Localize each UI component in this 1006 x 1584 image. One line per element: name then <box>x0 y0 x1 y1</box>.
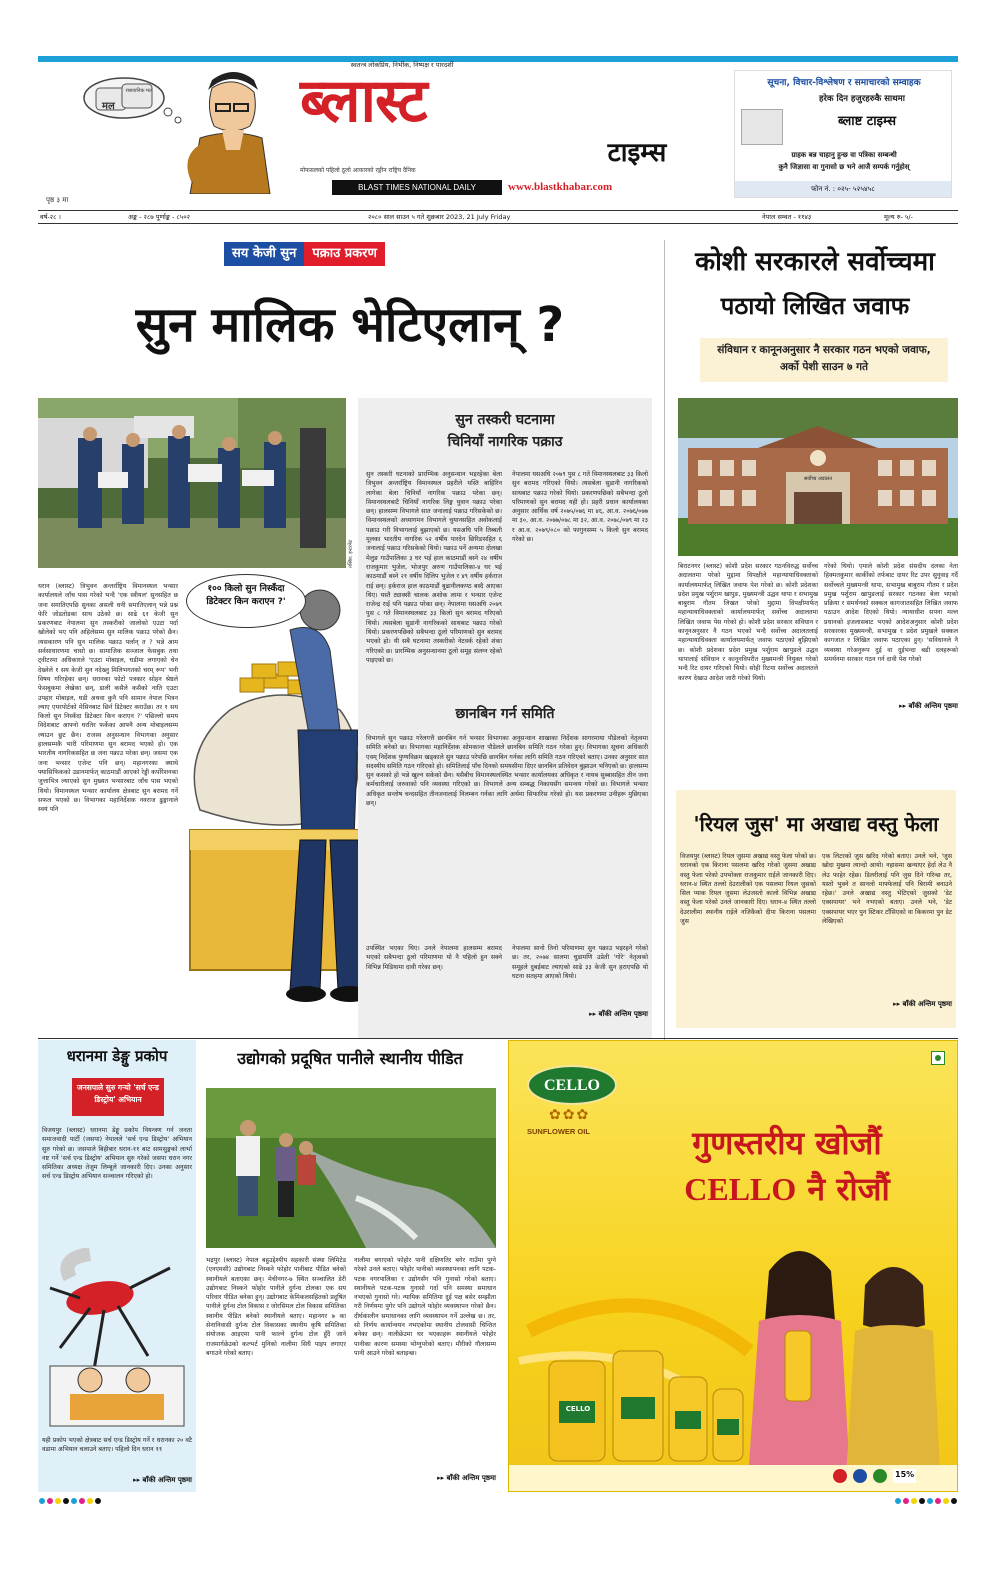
gold-man-illustration <box>180 570 380 1036</box>
gold-carrier-drawing <box>180 570 380 1036</box>
ad-phone: फोन नं. : ०२५- ५२५४५८ <box>811 185 875 193</box>
dengue-more-label: बाँकी अन्तिम पृष्ठमा <box>142 1476 192 1484</box>
subhead-1: सुन तस्करी घटनामा <box>455 412 555 428</box>
cartoon-illustration <box>72 68 272 194</box>
ad-tagline-1: गुणस्तरीय खोजौं <box>692 1124 882 1162</box>
website-link[interactable]: www.blastkhabar.com <box>508 181 613 193</box>
date: २०८० साल साउन ५ गते शुक्रबार 2023, 21 July Friday <box>368 213 511 221</box>
price: मूल्य रु- ५/- <box>884 213 913 221</box>
english-name: BLAST TIMES NATIONAL DAILY <box>358 183 476 192</box>
koshi-more[interactable] <box>824 702 958 711</box>
masthead-title-sub: टाइम्स <box>607 138 667 168</box>
ad-line-2: ग्राहक बन्न चाहानु हुन्छ वा पत्रिका सम्बन्धी <box>791 151 897 159</box>
lead-photo <box>38 398 346 568</box>
juice-more-label: बाँकी अन्तिम पृष्ठमा <box>902 1000 952 1008</box>
dengue-body: विजयपुर (ब्लास्ट) धरानमा डेङ्गु प्रकोप नियन्त्रण गर्न जनता समाजवादी पार्टी (जसपा) नेपालले 'सर्च एन्ड डिस्ट्रोय' अभियान सुरु गरेको छ। जसपाले बिहीबार धरान-११ बाट सामसुङ्गको लार्भा नष्ट गर्ने 'सर्च एन्ड डिस्ट्रोय' अभियान सुरु गरेको जसपा धरान नगर समितिका अध्यक्ष तेजुम लिम्बूले जानकारी दिए। उनका अनुसार सर्च एन्ड डिस्ट्रोय अभियान सञ्चालन गरिएको हो। <box>42 1127 192 1181</box>
ad-tagline-rest: नै रोजौं <box>807 1170 890 1208</box>
dengue-more[interactable] <box>42 1476 192 1485</box>
ad-line-1: हरेक दिन हजुरहरुकै साथमा <box>819 94 905 104</box>
cartoon-label-2: रासायनिक मल <box>125 88 153 94</box>
cartoon-panel <box>72 68 272 194</box>
masthead-subtitle: मोफसलको पहिलो ठूलो आकारको रङ्गीन राष्ट्रिय दैनिक <box>300 167 416 174</box>
newspaper-image <box>741 109 783 145</box>
lead-headline: सुन मालिक भेटिएलान् ? <box>135 297 565 353</box>
kicker-part-2: पक्राउ प्रकरण <box>304 242 384 266</box>
koshi-deck: संविधान र कानूनअनुसार नै सरकार गठन भएको जवाफ, अर्को पेशी साउन ७ गते <box>717 344 931 373</box>
kicker-part-1: सय केजी सुन <box>224 242 304 266</box>
issue: अङ्क - २८७ पूर्णाङ्क - ८५०२ <box>128 213 190 221</box>
cert-icon-3 <box>873 1469 887 1483</box>
lead-col-bottom-1: उपस्थित भएका थिए। उनले नेपालमा हालसम्म बरामद भएको सबैभन्दा ठूलो परिमाणमा यो नै पहिलो हुन सक्ने विभिन्न मिडियामा दावी गरेका छन्। <box>366 945 502 971</box>
page-ref: पृष्ठ ३ मा <box>46 196 69 204</box>
court-sign: सर्वोच्च अदालत <box>803 476 833 482</box>
koshi-col-1: बिराटनगर (ब्लास्ट) कोशी प्रदेश सरकार गठनविरुद्ध सर्वोच्च अदालतमा परेको मुद्दामा विपक्षीले महान्यायाधिवक्ताको कार्यालयमार्फत् लिखित जवाफ पेश गरेको छ। कोशी प्रदेशका प्रदेश प्रमुख पर्शुराम खापुङ, मुख्यमन्त्री उद्धव थापा र सभामुख बाबुराम गौतम लिखत परेको मुद्दामा विपक्षीमार्फत् महान्यायाधिवक्ताको कार्यालयमार्फत् सर्वोच्च अदालतमा लिखित जवाफ पेस गरेको हो। कोशी प्रदेश सरकार संविधान र कानूनअनुसार नै गठन भएको भन्दै सर्वोच्च अदालतलाई महान्यायाधिवक्ता कार्यालयमार्फत् जवाफ पठाएको बुझिएको छ। कोशी प्रदेशका प्रदेश प्रमुख पर्शुराम खापुङले उद्धव थापालाई संविधान र कानूनविपरीत मुख्यमन्त्री नियुक्त गरेको भन्दै रिट दायर गरिएको थियो। सोही रिटमा सर्वोच्च अदालतले कारण देखाउ आदेश जारी गरेको थियो। <box>678 563 818 682</box>
lead-kicker <box>224 242 385 266</box>
cartoon-label: मल <box>102 101 115 112</box>
lead-col-mid: सुन तस्करी घटनाको प्रारम्भिक अनुसन्धान भइरहेका बेला त्रिभुवन अन्तर्राष्ट्रिय विमानस्थल प्रहरीले यस्ति बाहिरिन लागेका बेला चिनियाँ नागरिक पक्राउ परेका छन्। विमानस्थलबाटै चिनियाँ नागरिक लिङ्ग युवान पक्राउ परेका छन्। हालसम्म विभागले सात जनालाई पक्राउ गरिसकेको छ। विमानस्थलको अध्यागमन विभागले चुयानसहित अवोकलाई पक्राउ गरी विभागलाई बुझाएको छ। यसअघि पनि तिब्बती मूलका भारतीय नागरिक ५२ वर्षीय पारदेन छिरिङसहित ६ जनालाई पक्राउ गरिसकेको थियो। पक्राउ पर्ने अन्यमा दोलखा मेलुङ गाउँपालिका ३ घर भई हाल काठमाडौं बस्ने २४ वर्षीय राजकुमार भुजेल, भोजपुर अरुण गाउँपालिका-४ घर भई काठमाडौं बस्ने २१ वर्षीय दिलिप भुजेल र ४९ वर्षीय हर्कराज राई छन्। हर्कराज हाल काठमाडौं बुढानीलकण्ठ बस्दै आएका थिए। यस्तै ट्याक्सी चालक अशोक लामा र भन्सार एजेन्ट राजेन्द्र राई पनि पक्राउ परेका छन्। नेपालमा यसअघि २०७९ पुस ८ गते विमानस्थलबाट ३३ किलो सुन बरामद गरिएको थियो। त्यसबेला सुडानी नागरिकको साथबाट पक्राउ गरेको थियो। प्रकरणपछिको सबैभन्दा ठूलो परिमाणको सुन बरामद भएको हो। यी सबै घटनामा तस्करीको नेटवर्क रहेको शंका गरिएको छ। प्रारम्भिक अनुसन्धानमा ठूलो समूह संलग्न रहेको पाइएको छ। <box>366 471 502 664</box>
cello-ad[interactable] <box>508 1040 958 1492</box>
cert-badge: 15% <box>893 1469 916 1483</box>
dengue-banner-text: जनसपाले सुरु गर्‍यो 'सर्च एन्ड डिस्ट्रोय' अभियान <box>77 1083 159 1104</box>
subhead-2: चिनियाँ नागरिक पक्राउ <box>447 434 563 450</box>
cello-logo-box <box>527 1065 617 1105</box>
lead-col-committee: विभागले सुन पक्राउ गरेलगत्तै छानबिन गर्न भन्सार विभागका अनुसन्धान शाखाका निर्देशक सागरमाया पौडेलको नेतृत्वमा समिति बनेको छ। विभागका महानिर्देशक सोमकान्त पौडेलले छानबिन समिति गठन गरेका हुन्। विभागका सूचना अधिकारी एवम् निर्देशक पुण्यविक्रम खड्काले सुन पक्राउ परेपछि छानबिन गर्नका लागि समिति गठन गरिएको बताए। उनका अनुसार सात सदस्यीय समिति गठन गरिएको हो। समितिलाई पाँच दिनको समयसीमा दिएर छानबिन प्रतिवेदन बुझाउन भनिएको छ। हालसम्म सुन कसको हो भन्ने खुल्न सकेको छैन। यसैबीच विमानस्थलस्थित भन्सार कार्यालयका अधिकृत र नायब सुब्बासहित तीन जना कर्मचारीलाई जरुवाको पनि व्यवस्था गरिएको छ। विभागले अन्य सम्बद्ध निकायसँग समन्वय गरेको छ। विभागले भन्सार अधिकृत सन्तोष चन्दसहित तीनजनालाई निलम्बन गर्नका लागि अर्थमा सिफारिस गरेको हो। यस प्रकरणमा उनीहरू मुछिएका छन्। <box>366 735 648 808</box>
pollution-headline: उद्योगको प्रदूषित पानीले स्थानीय पीडित <box>237 1049 463 1068</box>
supreme-court-photo <box>678 398 958 556</box>
pollution-photo <box>206 1088 496 1248</box>
lead-col-bottom-2: नेपालमा सानो तिनो परिमाणमा सुन पक्राउ भइरहने गरेको छ। तर, २०७४ सालमा चुडामणि उप्रेती 'गोरे' नेतृत्वको समूहले दुबईबाट ल्याएको साढे ३३ केजी सुन हराएपछि यो घटना सतहमा आएको थियो। <box>512 945 648 980</box>
mosquito-illustration <box>40 1248 194 1432</box>
juice-col-1: विजयपुर (ब्लास्ट) रियल जुसमा अखाद्य वस्तु फेला परेको छ। धरानको एक किराना पसलमा खरिद गरेको जुसमा अखाद्य वस्तु फेला परेको उपभोक्ता राजकुमार राईले जानकारी दिए। धरान-४ स्थित तल्लो देउरालीको एक पसलमा रियल जुसको सिल प्याक रियल जुसमा लेउजस्तो कालो विभिन्न अखाद्य वस्तु फेला परेको उनले जानकारी दिए। धरान-४ स्थित तल्लो देउरालीमा स्थानीय राईले नजिकैको दीपा किराना पसलमा जुस <box>680 853 816 926</box>
juice-headline: 'रियल जुस' मा अखाद्य वस्तु फेला <box>693 812 939 836</box>
more-arrow-icon: ▸▸ <box>589 1010 599 1018</box>
bottle-label: CELLO <box>565 1405 591 1413</box>
cello-logo: CELLO <box>543 1077 600 1094</box>
cert-icons <box>833 1469 916 1483</box>
dengue-headline: धरानमा डेङ्गु प्रकोप <box>66 1047 168 1065</box>
juice-more[interactable] <box>822 1000 952 1009</box>
masthead-tagline: स्वतन्त्र लोकप्रिय, निर्भीक, निष्पक्ष र पारदर्शी <box>350 61 454 69</box>
koshi-deck-box <box>700 338 948 382</box>
bottom-strip <box>38 1496 958 1506</box>
dateline-bar <box>38 210 958 224</box>
juice-col-2: एक लिटरको जुस खरिद गरेको बताए। उनले भने, 'जुस खोदा मुखमा त्यान्दो आयो। नहासमा खन्याएर हेर्दा लेउ नै लेउ फाहेर रहेछ। डिलरीलाई पनि जुस दिने गरिन्छ तर, यस्तो भुक्ने त सानलो माफ्फेलाई पनि बिरामी बनाउने रहेछ।' उनले अखाद्य वस्तु भेटिएको जुसको 'डेट एक्सपायर' भने नभएको बताए। उनले भने, 'डेट एक्सपायर भएर पुन स्टिकर टाँसिएको वा किकरमा पुन डेट लेखिएको <box>822 853 952 926</box>
divider-v-1 <box>664 240 665 1040</box>
mosquito-drawing <box>40 1248 194 1432</box>
subscription-ad <box>734 70 952 198</box>
more-arrow-icon: ▸▸ <box>437 1474 447 1482</box>
divider-h-1 <box>38 1038 958 1039</box>
koshi-col-2: गरेको थियो। एमाले कोशी प्रदेश संसदीय दलका नेता हिक्मतकुमार कार्कीको तर्फबाट दायर रिट उपर सुनुवाइ गर्दै सर्वोच्चले मुख्यमन्त्री थापा, सभामुख बाबुराम गौतम र प्रदेश प्रमुख पर्शुराम खापुङलाई सरकार गठनका बेला भएको प्रक्रिया र समर्थनको सक्कल कागजातसहित लिखित जवाफ पठाउन आदेश दिएको थियो। न्यायाधीश सपना मल्ल प्रधानको इजलासबाट भएको आदेशअनुसार कोशी प्रदेश सरकारका मुख्यमन्त्री, सभामुख र प्रदेश प्रमुखले सक्कल कागजात र लिखित जवाफ पठाएका हुन्। 'सविधानले नै व्यवस्था गरेअनुरूप दुई वा दुईभन्दा बढी दलहरूको समर्थनमा सरकार गठन गर्न दावी पेश गरेको <box>824 563 958 663</box>
police-photo <box>38 398 346 568</box>
english-name-bar <box>332 180 502 195</box>
dengue-banner <box>72 1078 164 1116</box>
ad-brand: ब्लाष्ट टाइम्स <box>837 114 897 129</box>
koshi-more-label: बाँकी अन्तिम पृष्ठमा <box>908 702 958 710</box>
koshi-headline-2: पठायो लिखित जवाफ <box>720 292 910 320</box>
more-arrow-icon: ▸▸ <box>899 702 909 710</box>
pollution-more[interactable] <box>354 1474 496 1483</box>
speech-bubble <box>186 574 306 628</box>
stream-photo <box>206 1088 496 1248</box>
lead-more[interactable] <box>512 1010 648 1019</box>
ad-phone-bar <box>735 181 951 197</box>
cert-icon-1 <box>833 1469 847 1483</box>
dengue-body-2: यही प्रकोप भएको क्षेत्रबाट सर्च एन्ड डिस्ट्रोय गर्ने र धरानका २० वटै वडामा अभियान चलाउने बताए। पहिलो दिन धरान ११ <box>42 1437 192 1454</box>
more-arrow-icon: ▸▸ <box>133 1476 143 1484</box>
veg-mark-icon <box>931 1051 945 1065</box>
year: वर्ष-२८ । <box>40 213 62 221</box>
pollution-more-label: बाँकी अन्तिम पृष्ठमा <box>446 1474 496 1482</box>
pollution-col-1: भद्रपुर (ब्लास्ट) नेपाल बहुउद्देश्यीय सहकारी संस्था लिमिटेड (एनएमसी) उद्योगबाट निस्कने फोहोर पानीबाट पीडित बनेको स्थानीयले बताएका छन्। मेचीनगर-७ स्थित सञ्चालित डेरी उद्योगबाट निस्कने फोहोर पानीले दुर्गन्ध टोलका एक सय परिवार पीडित बनेका हुन्। उद्योगबाट केमिकलसहितको प्रदूषित पानीले दुर्गन्ध टोल विकास र जोरसिमल टोल विकास समितिका स्थानीय पीडित बनेको स्थानीयले बताए। महानगर ७ का सेनानिवासी दुर्गन्ध टोल विकासका स्थानीय कृषि समितिका संयोजक आइएमा पानी फाल्ने दुर्गन्ध टोल हुँदै जाने राजमार्गछेउको कल्भर्ट मुनिको नालीमा सिधै पाइप लगाएर बगाउने गरेको बताए। <box>206 1257 346 1357</box>
lead-col-left: धरान (ब्लास्ट) त्रिभुवन अन्तर्राष्ट्रिय विमानस्थल भन्सार कार्यालयले जाँच पास गरेको भन्दै 'एक स्त्रीयल' सुनसहित छ जना समातिएपछि सुनका असली धनी समातिएलान् भन्ने प्रश्न फेरि जोडतोडका साथ उठेको छ। साढे ६१ केजी सुन प्रकरणबाट नेपालमा सुन तस्करीको जालोको एउटा पर्दा खोलेको भए पनि अहिलेसम्म सुन मालिक पक्राउ परेको छैन। त्यसकारण पनि सुन मालिक पक्राउ पर्लान् त ? भन्ने आम सर्वसाधारणमा चासो छ। सामाजिक सञ्जाल फेसबुक तथा ट्वीटरमा अधिकारले 'एउटा मोबाइल, घडीमा लगाएको चेन देख्नेले १ सय केजी सुन नदेख्नु मिलिभगतको चरम् रूप' भनी विषय गरिरहेका छन्। धरानका फोटो पत्रकार सोहन श्रेष्ठले फेसबुकमा लेखेका छन्, डाली कसैले कसैको नाति एउटा उपहार मोबाइल, घडी अथवा कुनै पनि सामान नेपाल भित्रन ल्याए एयरपोर्टको मेसिनबाट छिर्न डिटेक्टर कराउँछ। तर १ सय किलो सुन निस्कँदा डिटेक्टर किन कराएन ?' पछिल्लो समय विदेशबाट आफ्नो घरतिर फर्केका आफ्नै अन्य मोबाइलसम्म ल्याउन छुट छैन। राजस्व अनुसन्धान विभागका अनुसार हालसम्मकै भारी परिमाणमा सुन बरामद भएको हो। एक भारतीय नागरिकसहित छ जना पक्राउ परेका छन्। जसमा एक जना भन्सार एजेन्ट पनि छन्। महानगरका क्याथे फ्यासिफिकको उडानमार्फत् काठमाडौं आएको रेड्डी कर्पोरेशनका जुत्ताभित्र ल्याएको सुन मुख्यत भन्सारबाट जाँच पास भएको थियो। विमानस्थल भन्सार कार्यालय क्षेत्रबाट सुन बरामद गर्ने सफल भएको छ। विभागका महानिर्देशक नवराज ढुङ्गानाले स्वयं पनि <box>38 583 178 814</box>
ad-tagline-2 <box>627 1167 947 1211</box>
registration-marks <box>38 1496 958 1506</box>
more-arrow-icon: ▸▸ <box>893 1000 903 1008</box>
cello-product: SUNFLOWER OIL <box>527 1127 590 1136</box>
sunflower-icons: ✿✿✿ <box>549 1107 591 1123</box>
photo-caption: तस्बिर: इन्टरनेट <box>348 539 354 568</box>
cert-icon-2 <box>853 1469 867 1483</box>
pollution-col-2: नालीमा बगाएको फोहोर पानी दक्षिणतिर बगेर गाउँमा पुग्ने गरेको उनले बताए। फोहोर पानीको व्यवस्थापनका लागि पटक-पटक नगरपालिका र उद्योगसँग पनि गुनासो गरेको बताए। स्थानीयले पटक-पटक गुनासो गर्दा पनि समस्या समाधान नभएको गुनासो गरे। न्यायिक समितिमा दुई पक्ष बसेर सम्झौता गरी निर्णयमा पुगेर पनि उद्योगले फोहोर व्यवस्थापन गरेको छैन। दीर्घकालीन समाधानका लागि व्यवस्थापन गर्ने उल्लेख छ। तर, सो निर्णय कार्यान्वयन नभएकोमा स्थानीय टोलवासी चिन्तित बनेका छन्। नालीछेउमा घर भएकाहरू स्थानीयले फोहोर पानीका कारण समस्या भोग्नुपरेको बताए। मौरीको गौलासम्म पानी आउने गरेको बताइन्छ। <box>354 1257 496 1357</box>
ad-line-3: कुनै जिज्ञासा वा गुनासो छ भने आजै सम्पर्क गर्नुहोस् <box>778 163 910 171</box>
masthead <box>38 62 958 210</box>
oil-splash-and-models <box>509 1211 958 1492</box>
koshi-headline-1: कोशी सरकारले सर्वोच्चमा <box>695 247 935 277</box>
committee-head: छानबिन गर्न समिति <box>455 706 555 722</box>
nepal-samvat: नेपाल सम्वत - ११४३ <box>762 213 812 221</box>
bubble-text: १०० किलो सुन निस्कँदा डिटेक्टर किन कराएन ?' <box>206 584 286 607</box>
ad-headline: सूचना, विचार-विश्लेषण र समाचारको सम्वाहक <box>767 78 921 88</box>
lead-more-label: बाँकी अन्तिम पृष्ठमा <box>598 1010 648 1018</box>
lead-col-mid-2: नेपालमा यसअघि २०७९ पुस ८ गते विमानस्थलबाट ३३ किलो सुन बरामद गरिएको थियो। त्यसबेला सुडानी नागरिकको साथबाट पक्राउ गरेको थियो। प्रकरणपछिको सबैभन्दा ठूलो परिमाणको सुन बरामद यही हो। प्रहरी प्रधान कार्यालयका अनुसार आर्थिक वर्ष २०७५/०७६ मा ४६, आ.व. २०७६/०७७ मा ३०, आ.व. २०७७/०७८ मा ३२, आ.व. २०७८/०७९ मा २३ र आ.व. २०७९/०८० को फागुनसम्म ५ किलो सुन बरामद गरेको छ। <box>512 471 648 544</box>
ad-tagline-brand: CELLO <box>684 1171 797 1207</box>
masthead-title: ब्लास्ट <box>300 66 427 136</box>
